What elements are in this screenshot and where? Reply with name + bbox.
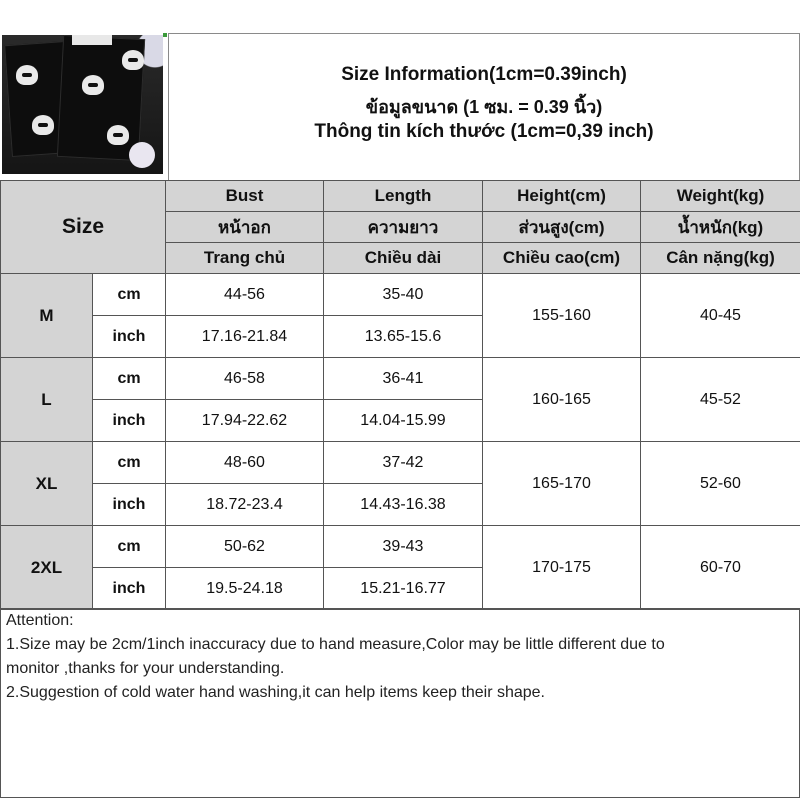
unit-inch: inch (93, 568, 166, 610)
size-label: M (1, 274, 93, 358)
table-row (1, 358, 800, 400)
bust-inch: 19.5-24.18 (166, 568, 324, 610)
col-bust-en: Bust (166, 181, 324, 212)
height-value: 160-165 (483, 358, 641, 442)
size-label: XL (1, 442, 93, 526)
corner-marker (163, 33, 167, 37)
col-bust-vi: Trang chủ (166, 243, 324, 274)
length-cm: 35-40 (324, 274, 483, 316)
col-weight-th: น้ำหนัก(kg) (641, 212, 800, 243)
bust-cm: 46-58 (166, 358, 324, 400)
title-english: Size Information(1cm=0.39inch) (341, 64, 627, 85)
length-inch: 14.04-15.99 (324, 400, 483, 442)
size-label: 2XL (1, 526, 93, 610)
badge-icon (129, 142, 155, 168)
height-value: 170-175 (483, 526, 641, 610)
table-row (1, 526, 800, 568)
col-bust-th: หน้าอก (166, 212, 324, 243)
character-print-icon (82, 75, 104, 95)
attention-box (0, 608, 800, 798)
bust-cm: 44-56 (166, 274, 324, 316)
length-inch: 14.43-16.38 (324, 484, 483, 526)
character-print-icon (107, 125, 129, 145)
height-value: 165-170 (483, 442, 641, 526)
size-info-box (168, 33, 800, 182)
character-print-icon (32, 115, 54, 135)
attention-line-1a: 1.Size may be 2cm/1inch inaccuracy due to hand measure,Color may be little different due to (6, 636, 665, 653)
size-table (0, 180, 800, 610)
col-length-vi: Chiều dài (324, 243, 483, 274)
unit-inch: inch (93, 484, 166, 526)
product-photo (2, 35, 163, 174)
col-length-th: ความยาว (324, 212, 483, 243)
weight-value: 45-52 (641, 358, 800, 442)
bust-cm: 48-60 (166, 442, 324, 484)
attention-line-2: 2.Suggestion of cold water hand washing,it can help items keep their shape. (6, 684, 545, 701)
bust-inch: 18.72-23.4 (166, 484, 324, 526)
attention-line-1b: monitor ,thanks for your understanding. (6, 660, 285, 677)
col-height-vi: Chiều cao(cm) (483, 243, 641, 274)
table-row (1, 442, 800, 484)
size-label: L (1, 358, 93, 442)
bust-inch: 17.94-22.62 (166, 400, 324, 442)
size-header: Size (1, 181, 166, 274)
length-inch: 13.65-15.6 (324, 316, 483, 358)
col-height-th: ส่วนสูง(cm) (483, 212, 641, 243)
character-print-icon (16, 65, 38, 85)
height-value: 155-160 (483, 274, 641, 358)
length-inch: 15.21-16.77 (324, 568, 483, 610)
bust-cm: 50-62 (166, 526, 324, 568)
attention-title: Attention: (6, 612, 74, 629)
table-row (1, 274, 800, 316)
col-weight-en: Weight(kg) (641, 181, 800, 212)
col-height-en: Height(cm) (483, 181, 641, 212)
unit-cm: cm (93, 442, 166, 484)
title-thai: ข้อมูลขนาด (1 ซม. = 0.39 นิ้ว) (365, 97, 603, 117)
col-length-en: Length (324, 181, 483, 212)
unit-cm: cm (93, 358, 166, 400)
length-cm: 37-42 (324, 442, 483, 484)
col-weight-vi: Cân nặng(kg) (641, 243, 800, 274)
header-block (0, 0, 800, 182)
unit-inch: inch (93, 316, 166, 358)
unit-cm: cm (93, 526, 166, 568)
weight-value: 40-45 (641, 274, 800, 358)
title-vietnamese: Thông tin kích thước (1cm=0,39 inch) (314, 121, 654, 142)
unit-cm: cm (93, 274, 166, 316)
unit-inch: inch (93, 400, 166, 442)
length-cm: 39-43 (324, 526, 483, 568)
bust-inch: 17.16-21.84 (166, 316, 324, 358)
weight-value: 52-60 (641, 442, 800, 526)
weight-value: 60-70 (641, 526, 800, 610)
character-print-icon (122, 50, 144, 70)
length-cm: 36-41 (324, 358, 483, 400)
